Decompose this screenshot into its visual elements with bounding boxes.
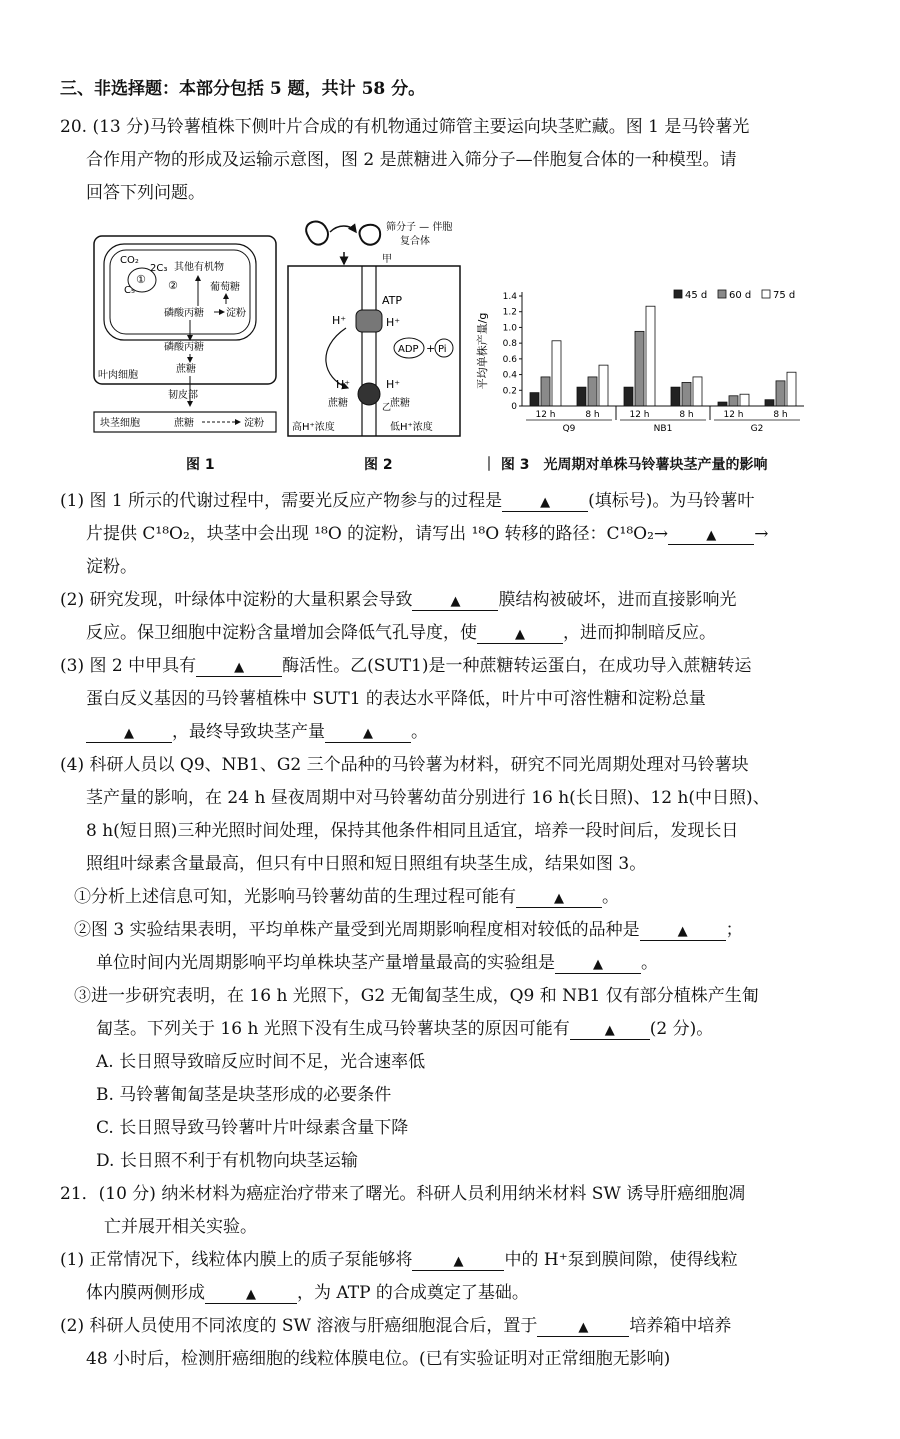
sieve-complex-icon-right [360,225,381,245]
legend-swatch [718,290,726,298]
q21-sub1-text-d: ，为 ATP 的合成奠定了基础。 [297,1283,529,1303]
tuber-starch-label: 淀粉 [244,418,264,429]
chart-x-tick-label: 8 h [585,410,600,420]
q21-sub1-line2 [86,1282,529,1304]
legend-swatch [674,290,682,298]
legend-swatch [762,290,770,298]
q20-sub4-line4: 照组叶绿素含量最高，但只有中日照和短日照组有块茎生成，结果如图 3。 [86,854,647,874]
q20-sub4-line3: 8 h(短日照)三种光照时间处理，保持其他条件相同且适宜，培养一段时间后，发现长日 [86,821,739,841]
q20-sub4-2-blank-1[interactable]: ▲ [640,924,726,941]
q20-sub4-1-line [74,886,619,908]
q20-sub3-line3 [86,721,428,743]
co2-label: CO₂ [120,255,139,266]
tuber-cell-label: 块茎细胞 [100,418,140,429]
mesophyll-label: 叶肉细胞 [98,370,138,381]
chart-y-tick-label: 0.2 [502,386,517,397]
chart-x-tick-label: 12 h [629,410,650,420]
q20-sub4-line2: 茎产量的影响，在 24 h 昼夜周期中对马铃薯幼苗分别进行 16 h(长日照)、12 h(中日照)、 [86,788,770,808]
figure-3-caption-text: 图 3 光周期对单株马铃薯块茎产量的影响 [500,457,768,473]
sieve-complex-icon-left [306,222,328,245]
hplus-left-bottom: H⁺ [336,378,351,391]
chart-y-tick-label: 1.0 [502,323,517,334]
q20-sub4-2-line1 [74,919,743,941]
pi-label: Pi [438,344,447,355]
q20-sub1-blank-1[interactable]: ▲ [502,495,588,512]
q20-sub4-2-text-a: ②图 3 实验结果表明，平均单株产量受到光周期影响程度相对较低的品种是 [74,920,640,940]
q20-sub4-2-line2 [96,952,658,974]
q20-sub2-blank-2[interactable]: ▲ [477,627,563,644]
c3-label: 2C₃ [150,263,168,274]
option-a[interactable]: A. 长日照导致暗反应时间不足，光合速率低 [96,1052,426,1072]
hplus-left-top: H⁺ [332,314,347,327]
chart-group-label: Q9 [562,424,576,434]
tuber-sucrose-label: 蔗糖 [174,418,194,429]
option-d[interactable]: D. 长日照不利于有机物向块茎运输 [96,1151,358,1171]
q20-sub2-text-c: 反应。保卫细胞中淀粉含量增加会降低气孔导度，使 [86,623,477,643]
q20-sub1-text-a: (1) 图 1 所示的代谢过程中，需要光反应产物参与的过程是 [60,491,503,511]
option-c[interactable]: C. 长日照导致马铃薯叶片叶绿素含量下降 [96,1118,409,1138]
chart-bar [682,382,691,406]
q20-intro-2: 合作用产物的形成及运输示意图，图 2 是蔗糖进入筛分子—伴胞复合体的一种模型。请 [86,150,737,170]
figure-2 [286,218,464,440]
chart-y-tick-label: 0 [511,402,517,412]
chart-bar [541,377,550,406]
chart-bar [729,396,738,406]
q20-sub4-2-text-c: 单位时间内光周期影响平均单株块茎产量增量最高的实验组是 [96,953,555,973]
q20-sub3-line2: 蛋白反义基因的马铃薯植株中 SUT1 的表达水平降低，叶片中可溶性糖和淀粉总量 [86,689,706,709]
sucrose-cyto-label: 蔗糖 [176,364,196,375]
chart-x-tick-label: 12 h [535,410,556,420]
complex-label-2: 复合体 [400,236,430,247]
chart-bar [787,372,796,406]
sucrose-right-label: 蔗糖 [390,398,410,409]
triose-out-label: 磷酸丙糖 [164,342,204,353]
section-title: 三、非选择题：本部分包括 5 题，共计 58 分。 [60,79,426,99]
q20-sub4-3-blank[interactable]: ▲ [570,1023,650,1040]
chart-bar [635,331,644,406]
chart-bar [693,377,702,406]
step-2-label: ② [168,279,178,292]
q20-sub4-line1: (4) 科研人员以 Q9、NB1、G2 三个品种的马铃薯为材料，研究不同光周期处理对马铃薯块 [60,755,749,775]
q20-sub1-line2 [86,523,768,545]
legend-label: 45 d [685,290,708,301]
legend-label: 60 d [729,290,752,301]
chart-bar [530,393,539,406]
atp-label: ATP [382,294,403,307]
chart-x-tick-label: 8 h [679,410,694,420]
q20-sub2-text-b: 膜结构被破坏，进而直接影响光 [498,590,737,610]
q21-sub1-blank-1[interactable]: ▲ [412,1254,504,1271]
q20-sub2-text-d: ，进而抑制暗反应。 [563,623,716,643]
figure-1-caption: 图 1 [186,457,215,473]
q20-sub3-blank-1[interactable]: ▲ [196,660,282,677]
other-organics-label: 其他有机物 [174,262,224,273]
q20-sub4-2-blank-2[interactable]: ▲ [555,957,641,974]
q20-sub3-text-d: 。 [411,722,428,742]
q20-sub4-3-line2 [96,1018,713,1040]
q20-sub2-blank-1[interactable]: ▲ [412,594,498,611]
figure-1 [92,230,282,440]
chart-bar [552,341,561,406]
chart-group-label: G2 [750,424,764,434]
q20-sub4-3-line1: ③进一步研究表明，在 16 h 光照下，G2 无匍匐茎生成，Q9 和 NB1 仅有部分植株产生匍 [74,986,759,1006]
q21-sub2-line2: 48 小时后，检测肝癌细胞的线粒体膜电位。(已有实验证明对正常细胞无影响) [86,1349,671,1369]
q20-intro-3: 回答下列问题。 [86,183,205,203]
chart-x-tick-label: 8 h [773,410,788,420]
chart-y-tick-label: 1.4 [502,292,517,302]
arrow-complex [330,226,356,232]
q20-sub4-3-text-a: 匐茎。下列关于 16 h 光照下没有生成马铃薯块茎的原因可能有 [96,1019,570,1039]
q20-sub1-line1 [60,490,754,512]
q21-sub2-blank[interactable]: ▲ [537,1320,629,1337]
q20-sub4-2-text-d: 。 [641,953,658,973]
q20-sub1-text-b: (填标号)。为马铃薯叶 [588,491,755,511]
q20-sub1-text-c: 片提供 C¹⁸O₂，块茎中会出现 ¹⁸O 的淀粉，请写出 ¹⁸O 转移的路径：C¹⁸O₂→ [86,524,669,544]
chart-bar [599,365,608,406]
chart-y-tick-label: 0.4 [502,370,517,381]
figure-2-caption: 图 2 [364,457,393,473]
chart-bar [718,402,727,406]
legend-label: 75 d [773,290,796,301]
q20-sub2-line2 [86,622,716,644]
chart-bar [765,400,774,406]
complex-label-1: 筛分子 — 伴胞 [386,222,453,233]
q21-sub1-blank-2[interactable]: ▲ [205,1287,297,1304]
chart-bar [588,377,597,406]
q21-intro-1: 21．(10 分) 纳米材料为癌症治疗带来了曙光。科研人员利用纳米材料 SW 诱导肝癌细胞凋 [60,1184,746,1204]
phloem-label: 韧皮部 [168,390,198,401]
chart-bar [624,387,633,406]
q20-sub2-line1 [60,589,736,611]
q20-sub2-text-a: (2) 研究发现，叶绿体中淀粉的大量积累会导致 [60,590,413,610]
q20-sub4-3-text-b: (2 分)。 [649,1019,714,1039]
chart-bar [740,394,749,406]
q20-sub1-text-d: → [754,524,769,544]
chart-x-tick-label: 12 h [723,410,744,420]
proton-pump-jia-shape [356,310,382,332]
hplus-right-top: H⁺ [386,316,401,329]
q20-sub3-blank-2[interactable]: ▲ [86,726,172,743]
q21-sub1-text-a: (1) 正常情况下，线粒体内膜上的质子泵能够将 [60,1250,413,1270]
chart-bar [646,306,655,406]
step-1-label: ① [136,273,146,286]
starch-in-label: 淀粉 [226,308,246,319]
jia-label: 甲 [382,254,392,265]
figure-3-caption: ｜ 图 3 光周期对单株马铃薯块茎产量的影响 [482,457,768,473]
q20-sub4-1-text-b: 。 [602,887,619,907]
glucose-label: 葡萄糖 [210,282,240,293]
adp-label: ADP [398,344,419,355]
q21-sub2-text-a: (2) 科研人员使用不同浓度的 SW 溶液与肝癌细胞混合后，置于 [60,1316,538,1336]
high-h-label: 高H⁺浓度 [292,422,335,433]
q21-sub1-text-c: 体内膜两侧形成 [86,1283,205,1303]
option-b[interactable]: B. 马铃薯匍匐茎是块茎形成的必要条件 [96,1085,392,1105]
q20-sub3-line1 [60,655,752,677]
q20-sub4-1-text-a: ①分析上述信息可知，光影响马铃薯幼苗的生理过程可能有 [74,887,516,907]
chart-y-tick-label: 0.6 [502,354,517,365]
low-h-label: 低H⁺浓度 [390,422,433,433]
chart-y-tick-label: 0.8 [502,339,517,350]
q21-sub1-text-b: 中的 H⁺泵到膜间隙，使得线粒 [504,1250,738,1270]
triose-in-label: 磷酸丙糖 [164,308,204,319]
chart-bar [776,381,785,406]
q21-sub2-line1 [60,1315,731,1337]
q20-sub3-blank-3[interactable]: ▲ [325,726,411,743]
q20-sub4-2-text-b: ； [725,920,743,940]
chart-group-label: NB1 [653,424,673,434]
q21-sub2-text-b: 培养箱中培养 [629,1316,732,1336]
q20-sub3-text-b: 酶活性。乙(SUT1)是一种蔗糖转运蛋白，在成功导入蔗糖转运 [282,656,752,676]
chart-bar [671,387,680,406]
q20-sub1-blank-2[interactable]: ▲ [668,528,754,545]
chart-ylabel: 平均单株产量/g [476,312,489,390]
figure-3-chart [474,282,814,440]
chart-bar [577,387,586,406]
sucrose-left-label: 蔗糖 [328,398,348,409]
chart-y-tick-label: 1.2 [502,307,517,318]
q20-sub4-1-blank[interactable]: ▲ [516,891,602,908]
q20-sub3-text-a: (3) 图 2 中甲具有 [60,656,197,676]
q20-sub1-line3: 淀粉。 [86,557,137,577]
hplus-right-bottom: H⁺ [386,378,401,391]
plus-label: + [426,342,436,355]
sucrose-transporter-yi-shape [358,383,380,405]
c5-label: C₅ [124,285,135,296]
q20-intro-1: 20. (13 分)马铃薯植株下侧叶片合成的有机物通过筛管主要运向块茎贮藏。图 1 是马铃薯光 [60,117,750,137]
q20-sub3-text-c: ，最终导致块茎产量 [172,722,325,742]
q21-sub1-line1 [60,1249,738,1271]
q21-intro-2: 亡并展开相关实验。 [104,1217,257,1237]
yi-label: 乙 [382,403,392,413]
